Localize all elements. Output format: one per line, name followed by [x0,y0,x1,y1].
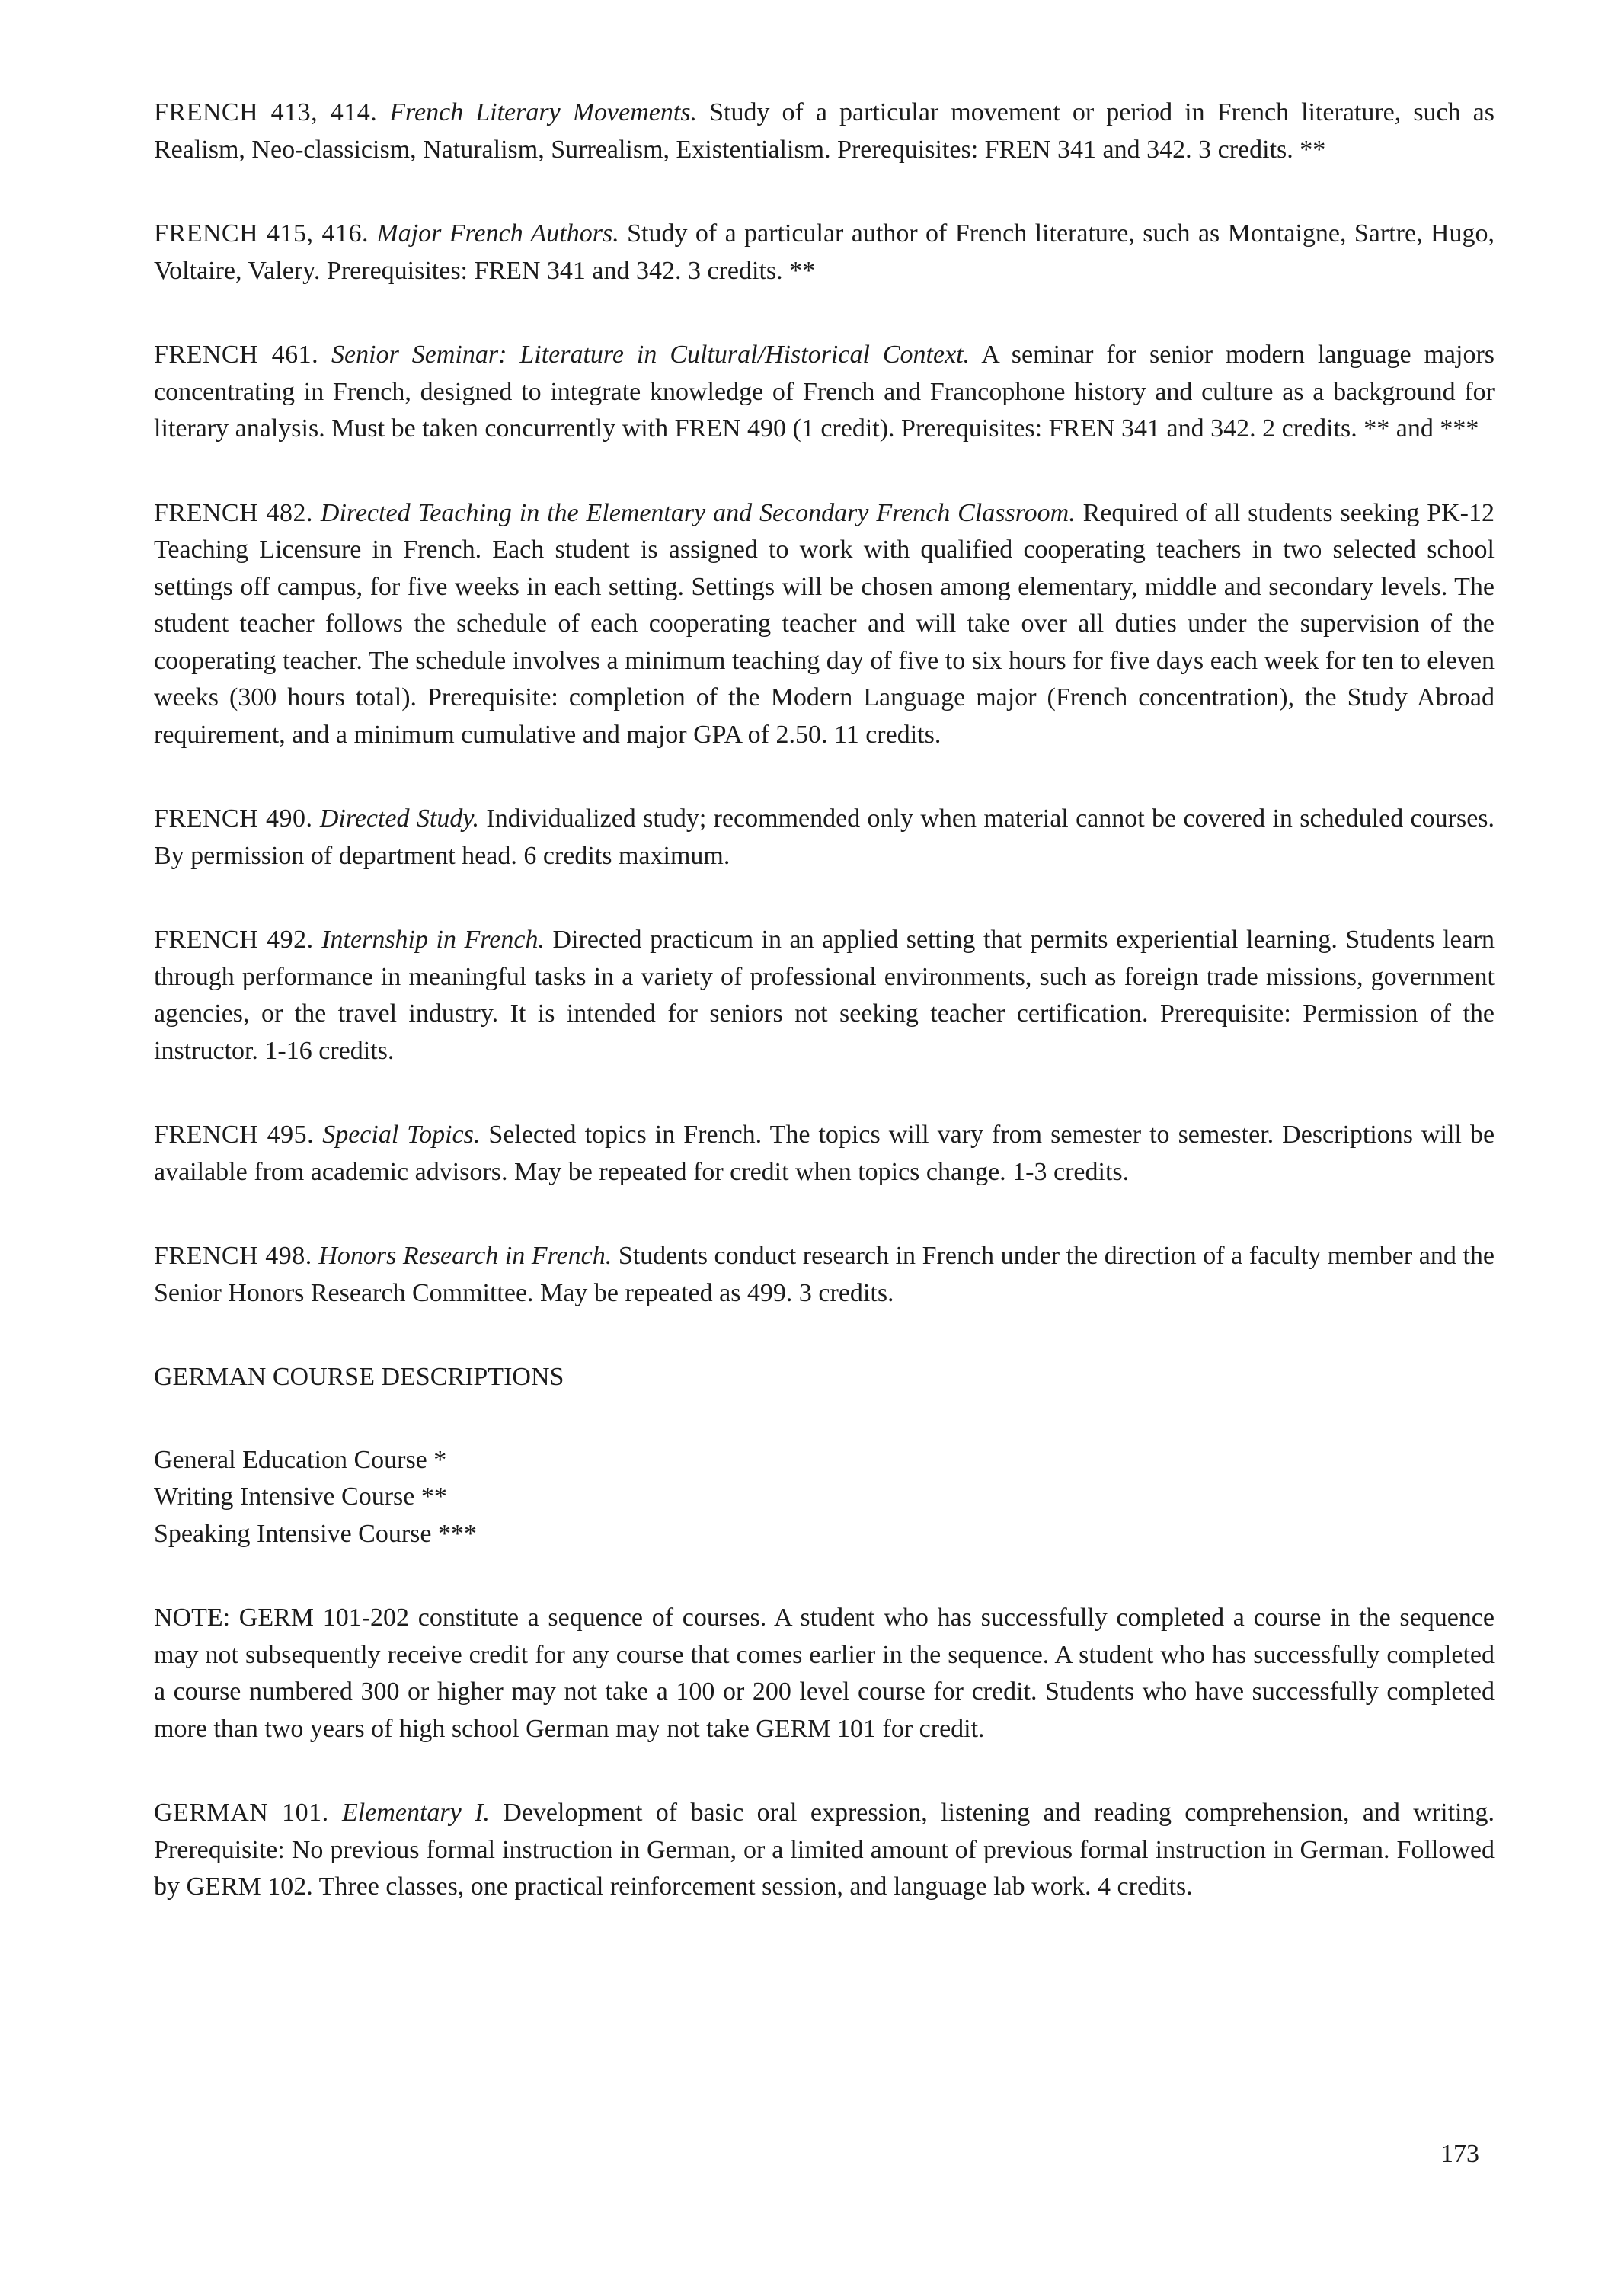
course-title: Directed Teaching in the Elementary and Secondary French Classroom. [320,498,1076,527]
course-entry [154,1795,1495,1906]
page-content [154,94,1495,1953]
course-entry [154,337,1495,448]
course-entry [154,495,1495,754]
course-description: Development of basic oral expression, listening and reading comprehension, and writing. Prerequisite: No previous formal instruction in German, or a limited amount of previous formal instruction in German. Followed by GERM 102. Three classes, one practical reinforcement session, and language lab work. 4 credits. [154,1799,1495,1901]
course-description: Directed practicum in an applied setting that permits experiential learning. Students learn through performance in meaningful tasks in a variety of professional environments, such as foreign trade missions, government agencies, or the travel industry. It is intended for seniors not seeking teacher certification. Prerequisite: Permission of the instructor. 1-16 credits. [154,926,1495,1065]
course-title: French Literary Movements. [389,98,698,126]
course-entry [154,801,1495,875]
legend-item: Speaking Intensive Course *** [154,1519,477,1548]
course-title: Senior Seminar: Literature in Cultural/Historical Context. [331,341,970,369]
course-code: FRENCH 482. [154,498,314,527]
course-code: FRENCH 492. [154,926,314,954]
course-code: FRENCH 495. [154,1121,315,1149]
course-title: Internship in French. [321,926,545,954]
page-number: 173 [1440,2140,1479,2168]
course-code: FRENCH 490. [154,804,313,833]
course-entry [154,1117,1495,1191]
course-code: FRENCH 415, 416. [154,219,369,248]
course-description: A seminar for senior modern language majors concentrating in French, designed to integrate knowledge of French and Francophone history and culture as a background for literary analysis. Must be taken concurrently with FREN 490 (1 credit). Prerequisites: FREN 341 and 342. 2 credits. ** and *** [154,341,1495,443]
course-entry [154,94,1495,168]
course-title: Honors Research in French. [318,1242,612,1270]
legend-item: Writing Intensive Course ** [154,1482,447,1511]
course-code: GERMAN 101. [154,1799,329,1827]
course-title: Elementary I. [342,1799,490,1827]
course-description: Study of a particular movement or period in French literature, such as Realism, Neo-classicism, Naturalism, Surrealism, Existentialism. Prerequisites: FREN 341 and 342. 3 credits. ** [154,98,1495,164]
course-description: Students conduct research in French under the direction of a faculty member and the Senior Honors Research Committee. May be repeated as 499. 3 credits. [154,1242,1495,1307]
section-heading: GERMAN COURSE DESCRIPTIONS [154,1363,564,1391]
course-description: Required of all students seeking PK-12 Teaching Licensure in French. Each student is assigned to work with qualified cooperating teachers in two selected school settings off campus, for five weeks in each setting. Settings will be chosen among elementary, middle and secondary levels. The student teacher follows the schedule of each cooperating teacher and will take over all duties under the supervision of the cooperating teacher. The schedule involves a minimum teaching day of five to six hours for five days each week for ten to eleven weeks (300 hours total). Prerequisite: completion of the Modern Language major (French concentration), the Study Abroad requirement, and a minimum cumulative and major GPA of 2.50. 11 credits. [154,498,1495,749]
course-title: Major French Authors. [376,219,619,248]
course-title: Directed Study. [319,804,480,833]
legend-item: General Education Course * [154,1445,447,1474]
course-legend [154,1442,1495,1553]
course-entry [154,922,1495,1070]
course-description: Study of a particular author of French literature, such as Montaigne, Sartre, Hugo, Voltaire, Valery. Prerequisites: FREN 341 and 342. 3 credits. ** [154,219,1495,285]
course-code: FRENCH 461. [154,341,319,369]
course-title: Special Topics. [322,1121,481,1149]
course-entry [154,1238,1495,1312]
course-entry [154,216,1495,289]
course-code: FRENCH 498. [154,1242,312,1270]
course-description: Individualized study; recommended only when material cannot be covered in scheduled courses. By permission of department head. 6 credits maximum. [154,804,1495,870]
course-description: Selected topics in French. The topics will vary from semester to semester. Descriptions will be available from academic advisors. May be repeated for credit when topics change. 1-3 credits. [154,1121,1495,1186]
sequence-note: NOTE: GERM 101-202 constitute a sequence of courses. A student who has successfully completed a course in the sequence may not subsequently receive credit for any course that comes earlier in the sequence. A student who has successfully completed a course numbered 300 or higher may not take a 100 or 200 level course for credit. Students who have successfully completed more than two years of high school German may not take GERM 101 for credit. [154,1604,1495,1743]
course-code: FRENCH 413, 414. [154,98,378,126]
